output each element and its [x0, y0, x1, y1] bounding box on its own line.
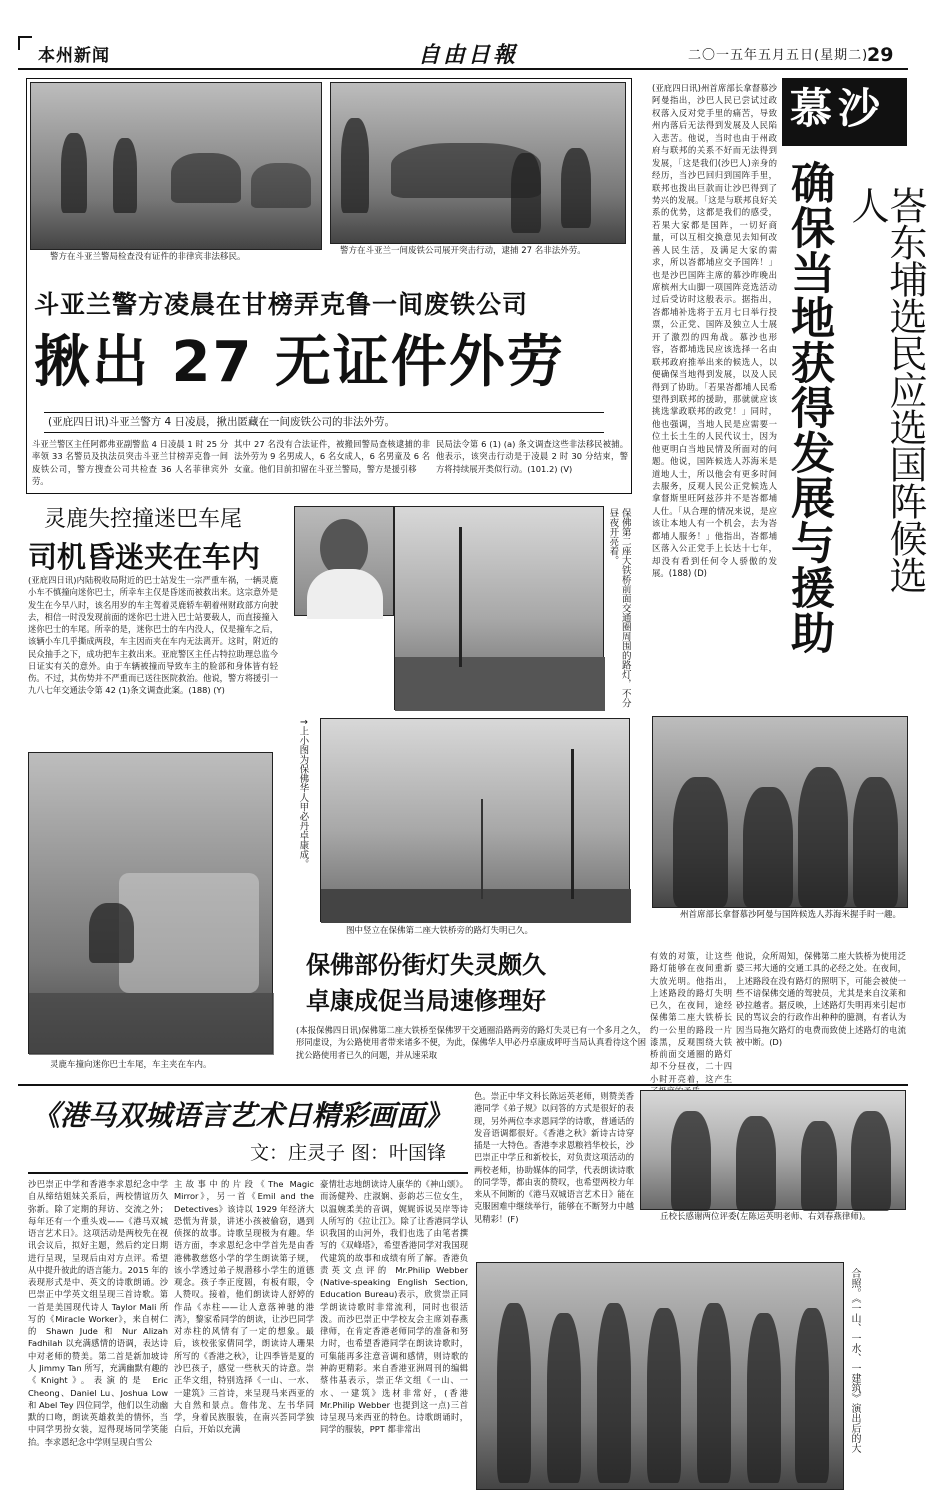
lamp-body-c: 他说，众所周知，保佛第二座大铁桥为使用泛婆三邦大通的交通工具的必经之处。在夜间，上述路段在没有路灯的照明下，可能会被使一些不谙保佛交通的驾驶员，尤其是来自汶莱和砂拉越者。据反映，上述路灯失明再来引起市民的骂议会的行政作出种种的臆测，有者认为因当局拖欠路灯的电费而致使上述路灯的电流被中断。(D) — [736, 951, 906, 1047]
right-body: (亚庇四日讯)州首席部长拿督慕沙阿曼指出，沙巴人民已尝试过政权落入反对党手里的痛苦，导致州内落后无法得到发展及人民陷入悲苦。他说，当时也由于州政府与联邦的关系不好而无法得到发展，「这是我们(沙巴人)亲身的经历，当沙巴回归到国阵手里，联邦也拨出巨款而让沙巴得到了势兴的发展。「这是与联邦良好关系的优势，这都是我们的感受，若果大家都是国阵，一切好商量，可以互相交换意见去知何改善人民生活，及满足大家的需求，所以峇都埔应交予国阵！」也是沙巴国阵主席的慕沙昨晚出席槟州大山脚一项国阵竞选活动过后受访时这般表示。据指出，峇都埔补选将于五月七日举行投票，公正党、国阵及独立人士展开了激烈的四角战。慕沙也形容，峇都埔选民应该选择一名由联邦政府推举出来的候选人，以便确保当地得到发展，以及人民得到了协助。「若果峇都埔人民希望得到联邦的援助，那就就应该挑选掌政联邦的政党！」同时，他也强调，当地人民是应需要一位土长土生的人民代议士，因为他更明白当地民情及所面对的问题。他说，国阵候选人苏海米是道地人士，所以他会有更多时间去服务，反观人民公正党候选人拿督斯里旺阿兹莎并不是峇都埔人仕。「从合理的情况来说，是应该让本地人有一个机会，去为峇都埔人服务！」他指出，峇都埔区落入公正党手上长达十七年，却没有看到任何令人骄傲的发展。(188) (D) — [652, 83, 777, 579]
lamp-body-a: (本报保佛四日讯)保佛第二座大铁桥至保佛罗干交通圈沿路两旁的路灯失灵已有一个多月之久，形同虚设，为公路使用者带来诸多不便，为此，保佛华人甲必丹卓康成呼吁当局认真看待这个困扰公路使用者已久的问题，并从速采取 — [296, 1025, 646, 1060]
culture-col-2: 主故事中的片段《The Magic Mirror》，另一首《Emil and the Detectives》该诗以 1929 年经济大恐慌为背景，讲述小孩被偷窃，遇到侦探的故事。诗歌呈现极为有趣。华语方面，李求恩纪念中学首先是由香港佛教慈悠小学的学生朗读第子规，该小学透过弟子规潜移小学生的道德观念。孩子李正度圆，有板有眼，令人赞叹。接着，他们朗读诗人舒婷的作品《赤柱——让人意落神驰的港湾》，黎家希同学的朗读，让沙巴同学对赤柱的风情有了一定的想象。最后，该校张家倩同学，朗读诗人珊果所写的《香港之秋》，让四季皆是夏的沙巴孩子，感觉一些秋天的诗意。崇正华文组，特别选择《一山、一水、一建筑》三首诗，来呈现马来西亚的大自然和景点。詹伟龙、左书华同学，身着民族服装，在南兴荟同学独白后，开始以充满 — [174, 1179, 314, 1435]
lamp-headline: 卓康成促当局速修理好 — [306, 987, 546, 1015]
right-headline: 确保当地获得发展与援助 — [783, 160, 834, 655]
top-col-3: 民局法令第 6 (1) (a) 条文调查这些非法移民被捕。他表示，该突击行动是于凌晨 2 时 30 分结束，警方将持续展开类似行动。(101.2) (V) — [436, 439, 628, 474]
lamp-kicker: 保佛部份街灯失灵颇久 — [306, 951, 546, 979]
masthead-rule — [18, 68, 908, 70]
top-kicker: 斗亚兰警方凌晨在甘榜弄克鲁一间废铁公司 — [34, 290, 529, 319]
handshake-caption: 州首席部长拿督慕沙阿曼与国阵候选人苏海米握手时一趣。 — [680, 910, 902, 920]
photo-kapitan — [294, 506, 394, 616]
right-subhead: 峇东埔选民应选国阵候选人 — [845, 186, 927, 593]
photo-dark-streetlights — [320, 718, 630, 922]
photo1-caption: 警方在斗亚兰警局检查没有证件的非律宾非法移民。 — [50, 252, 246, 262]
principal-caption: 丘校长感谢两位评委(左陈运英明老师、右刘春燕律师)。 — [660, 1212, 871, 1222]
culture-headline: 《港马双城语言艺术日精彩画面》 — [32, 1099, 453, 1132]
photo-police-station — [30, 82, 322, 250]
issue-date: 二〇一五年五月五日(星期二) — [688, 48, 869, 63]
lamp-vertical-caption-2: ↑上小图为保佛华人甲必丹卓康成。 — [297, 718, 309, 869]
top-col-2: 其中 27 名没有合法证件，被搬回警局查核逮捕的非法外劳为 9 名男成人，6 名女成人，6 名男童及 6 名女童。他们目前扣留在斗亚兰警局，警方是援引移 — [234, 439, 430, 474]
paper-logo: 自由日報 — [418, 42, 519, 68]
photo-roundabout-lights — [394, 506, 604, 710]
culture-col-4: 色。崇正中华文科长陈运英老师，则赞美香港同学《弟子规》以问答的方式是很好的表现，另外两位李求恩同学的诗歌，普通话的发音语调都很好。《香港之秋》新诗古诗穿插是一大特色。香港李求恩粮裆华校长，沙巴崇正中学丘和新校长，对负责这项活动的两校老师，协助媒体的同学，代表朗读诗歌的同学等，都由衷的赞叹，也希望两校力年来从不间断的《港马双城语言艺术日》能在克服困难中继续举行，能够在不断努力中越见精彩！(F) — [474, 1091, 634, 1224]
page-number: 29 — [867, 44, 894, 66]
culture-byline: 文：庄灵子 图：叶国锋 — [250, 1142, 447, 1164]
accident-kicker: 灵鹿失控撞迷巴车尾 — [44, 507, 243, 532]
corner-mark — [18, 36, 32, 50]
right-kicker-text: 慕沙 — [790, 84, 887, 133]
photo-group-performance — [476, 1262, 844, 1490]
section-divider — [18, 1084, 908, 1086]
photo-car-crash — [28, 752, 273, 1054]
lamp-body-b: 有效的对策，让这些路灯能够在夜间重新大放光明。他指出，上述路段的路灯失明已久，在夜间，途经保佛第二座大铁桥长约一公里的路段一片漆黑，反观围绕大铁桥前面交通圈的路灯却不分昼夜，二十四小时开亮着，这产生 — [650, 951, 732, 1084]
streetlight-caption: 图中竖立在保佛第二座大铁桥旁的路灯失明已久。 — [346, 926, 534, 936]
culture-col-1: 沙巴崇正中学和香港李求恩纪念中学自从缔结姐妹关系后，两校情谊历久弥新。除了定期的拜访、交流之外；每年还有一个重头戏——《港马双城语言艺术日》。这项活动是两校先在视讯会议后，拟好主题，然后约定日期进行呈现，呈现后由对方点评。希望从中提升彼此的语言能力。2015 年的表现形式是中、英文的诗歌朗诵。沙巴崇正中学英文组呈现三首诗歌。第一首是美国现代诗人 Taylor Mali 所写的《Miracle Worker》，来自树仁的 Shawn Jude 和 Nur Alizah Fadhilah 以充满感情的语调，表达诗中对老师的赞美。第二首是新加坡诗人 Jimmy Tan 所写，充满幽默有趣的《Knight》。表演的是 Eric Cheong、Daniel Lu、Joshua Low 和 Abel Tey 四位同学，他们以生动幽默的口吻，朗读英雄救美的情怀，当中同学男扮女装，逗得现场同学笑能抬。李求恩纪念中学则呈现白雪公 — [28, 1179, 168, 1447]
photo-principal-thanks — [640, 1090, 906, 1210]
top-headline: 揪出 27 无证件外劳 — [34, 330, 565, 395]
photo-handshake — [652, 716, 908, 908]
top-col-1: 斗亚兰警区主任阿都弗亚副警监 4 日凌晨 1 时 25 分率领 33 名警员及执法员突击斗亚兰甘榜弄克鲁一间废铁公司，警方搜查公司共检查 36 人名菲律宾外劳。 — [32, 439, 228, 486]
culture-col-3: 豪情壮志地朗读诗人康华的《神山颂》。而汤健羚、庄淑娴、彭韵芯三位女生，以温婉柔美的音调，娓娓诉说吴岸等诗人所写的《拉让江》。除了让香港同学认识我国的山河外，我们也选了由笔者撰写的《双峰塔》，希望香港同学对我国现代建筑的故事和成绩有所了解。香港负责英文点评的 Mr.Philip Webber (Native-speaking English Section, Education Bureau)表示，欣赏崇正同学朗读诗歌时非常流利，同时也很活泼。而沙巴崇正中学校友会主席刘春燕律师，在肯定香港老师同学的准备和努力时，也希望香港同学在朗读诗歌时，可集能再多注意音调和感情，则诗歌的神韵更精彩。来自香港亚洲周刊的编辑蔡伟基表示，崇正华文组《一山、一水、一建筑》选材非常好，(香港 Mr.Philip Webber 也提到这一点)三首诗呈现马来西亚的特色。诗歌朗诵时，同学的服装，PPT 都非常出 — [320, 1179, 468, 1435]
byline-rule — [28, 1172, 468, 1174]
top-lead: (亚庇四日讯)斗亚兰警方 4 日凌晨，揪出匿藏在一间废铁公司的非法外劳。 — [44, 412, 604, 433]
crash-caption: 灵鹿车撞向迷你巴士车尾，车主夹在车内。 — [50, 1060, 212, 1070]
group-vertical-caption: 合照。《一山、一水、一建筑》演出后的大 — [849, 1268, 860, 1453]
lamp-vertical-caption-1: 保佛第二座大铁桥前面交通圈周围的路灯，不分昼夜开亮着。 — [607, 508, 631, 708]
photo-scrap-yard — [330, 82, 626, 244]
section-title: 本州新闻 — [38, 46, 110, 66]
accident-headline: 司机昏迷夹在车内 — [28, 540, 261, 574]
photo2-caption: 警方在斗亚兰一间废铁公司展开突击行动，逮捕 27 名非法外劳。 — [340, 246, 586, 256]
accident-body: (亚庇四日讯)内陆税收局附近的巴士站发生一宗严重车祸，一辆灵鹿小车不慎撞向迷你巴士，所幸车主仅是昏迷而被救出来。这宗意外是发生在今早八时，该名用岁的车主驾着灵鹿轿车朝着州财政部方向驶去，相信一时没发现前面的迷你巴士进入巴士站要载人，而直接撞入迷你巴士的车尾。所幸的是，迷你巴士的车内没人，仅是撞车之后，该辆小车几乎撕成两段，车主因而夹在车内无法离开。这时，附近的民众抽手之下，成功把车主救出来。亚庇警区主任占特拉助理总监今日证实有关的意外。由于车辆被撞而导致车主的脸部和身体皆有轻伤。不过，其伤势并不严重而已送往医院救治。他说，警方将援引一九八七年交通法令第 42 (1)条文调查此案。(188) (Y) — [28, 575, 278, 696]
